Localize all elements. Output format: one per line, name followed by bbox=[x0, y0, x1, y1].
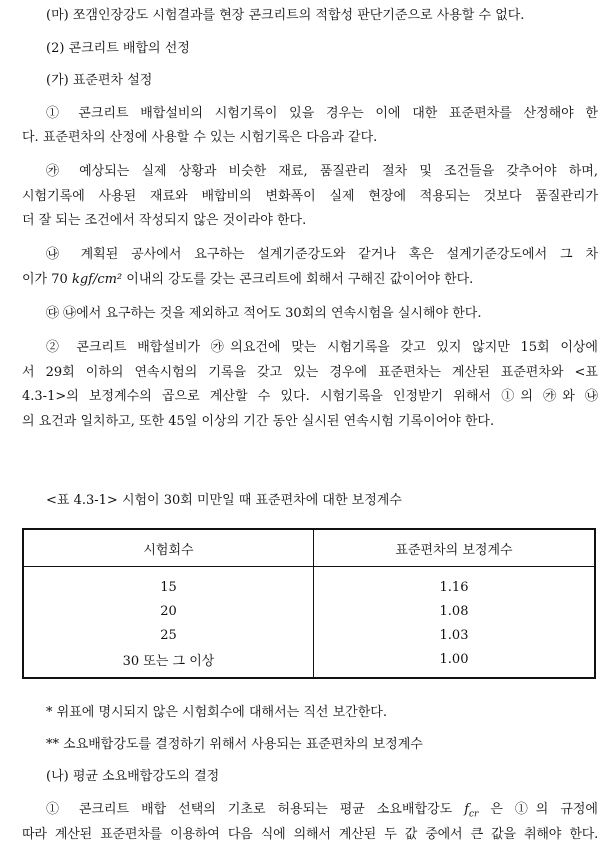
item-ga-line-3: 더 잘 되는 조건에서 작성되지 않은 것이라야 한다. bbox=[22, 213, 307, 228]
header-test-count: 시험회수 bbox=[23, 529, 314, 567]
item-ga-line-2: 시험기록에 사용된 재료와 배합비의 변화폭이 실제 현장에 적용되는 것보다 품질관리가 bbox=[22, 189, 598, 204]
para-3-line-1-start: ① 콘크리트 배합 선택의 기초로 허용되는 평균 소요배합강도 bbox=[46, 802, 453, 817]
table-caption: <표 4.3-1> 시험이 30회 미만일 때 표준편차에 대한 보정계수 bbox=[46, 493, 402, 508]
footnote-1: * 위표에 명시되지 않은 시험회수에 대해서는 직선 보간한다. bbox=[46, 705, 387, 720]
cell-test-count: 25 bbox=[23, 623, 314, 647]
item-na-line-2-start: 이가 70 bbox=[22, 272, 68, 287]
symbol-fcr-text: cr bbox=[469, 809, 479, 820]
para-split-tensile: (마) 쪼갬인장강도 시험결과를 현장 콘크리트의 적합성 판단기준으로 사용할 수 없다. bbox=[46, 8, 525, 23]
subsection-heading-std-dev: (가) 표준편차 설정 bbox=[46, 73, 153, 88]
item-ga-line-1: ㉮ 예상되는 실제 상황과 비슷한 재료, 품질관리 절차 및 조건들을 갖추어야 하며, bbox=[46, 164, 598, 179]
para-1-line-2: 다. 표준편차의 산정에 사용할 수 있는 시험기록은 다음과 같다. bbox=[22, 130, 378, 145]
table-row bbox=[23, 623, 595, 647]
para-3-line-2: 따라 계산된 표준편차를 이용하여 다음 식에 의해서 계산된 두 값 중에서 큰 값을 취해야 한다. bbox=[22, 827, 598, 842]
cell-factor: 1.08 bbox=[439, 603, 469, 619]
header-correction-factor: 표준편차의 보정계수 bbox=[314, 529, 596, 567]
para-3-line-1-end: 은 ①의 규정에 bbox=[490, 802, 598, 817]
para-2-line-1: ② 콘크리트 배합설비가 ㉮의요건에 맞는 시험기록을 갖고 있지 않지만 15회 이상에 bbox=[46, 340, 598, 355]
table-row bbox=[23, 599, 595, 623]
para-1-line-1: ① 콘크리트 배합설비의 시험기록이 있을 경우는 이에 대한 표준편차를 산정해야 한 bbox=[46, 106, 598, 121]
para-2-line-2: 서 29회 이하의 연속시험의 기록을 갖고 있는 경우에 표준편차는 계산된 표준편차와 <표 bbox=[22, 365, 598, 380]
item-na-line-2 bbox=[22, 272, 598, 288]
cell-test-count: 30 또는 그 이상 bbox=[23, 647, 314, 678]
section-heading-mix-selection: (2) 콘크리트 배합의 선정 bbox=[46, 41, 190, 56]
cell-factor: 1.00 bbox=[439, 651, 469, 667]
symbol-fcr: $f_{cr}$ bbox=[464, 802, 479, 820]
correction-factor-table bbox=[22, 528, 596, 679]
table-row bbox=[23, 567, 595, 600]
cell-test-count: 15 bbox=[23, 567, 314, 600]
para-2-line-4: 의 요건과 일치하고, 또한 45일 이상의 기간 동안 실시된 연속시험 기록이어야 한다. bbox=[22, 414, 495, 429]
item-da: ㉰ ㉯에서 요구하는 것을 제외하고 적어도 30회의 연속시험을 실시해야 한다. bbox=[46, 306, 482, 321]
cell-test-count: 20 bbox=[23, 599, 314, 623]
para-3-line-1 bbox=[46, 802, 598, 823]
item-na-line-1: ㉯ 계획된 공사에서 요구하는 설계기준강도와 같거나 혹은 설계기준강도에서 그 차 bbox=[46, 247, 598, 262]
table-row bbox=[23, 647, 595, 678]
unit-kgf-cm2: kgf/cm² bbox=[71, 272, 123, 287]
cell-factor: 1.16 bbox=[439, 579, 469, 595]
footnote-2: ** 소요배합강도를 결정하기 위해서 사용되는 표준편차의 보정계수 bbox=[46, 737, 423, 752]
subsection-heading-avg-strength: (나) 평균 소요배합강도의 결정 bbox=[46, 769, 220, 784]
cell-factor: 1.03 bbox=[439, 627, 469, 643]
para-2-line-3: 4.3-1>의 보정계수의 곱으로 계산할 수 있다. 시험기록을 인정받기 위해서 ①의 ㉮와 ㉯ bbox=[22, 389, 598, 404]
item-na-line-2-end: 이내의 강도를 갖는 콘크리트에 회해서 구해진 값이어야 한다. bbox=[126, 272, 474, 287]
table-header-row bbox=[23, 529, 595, 567]
